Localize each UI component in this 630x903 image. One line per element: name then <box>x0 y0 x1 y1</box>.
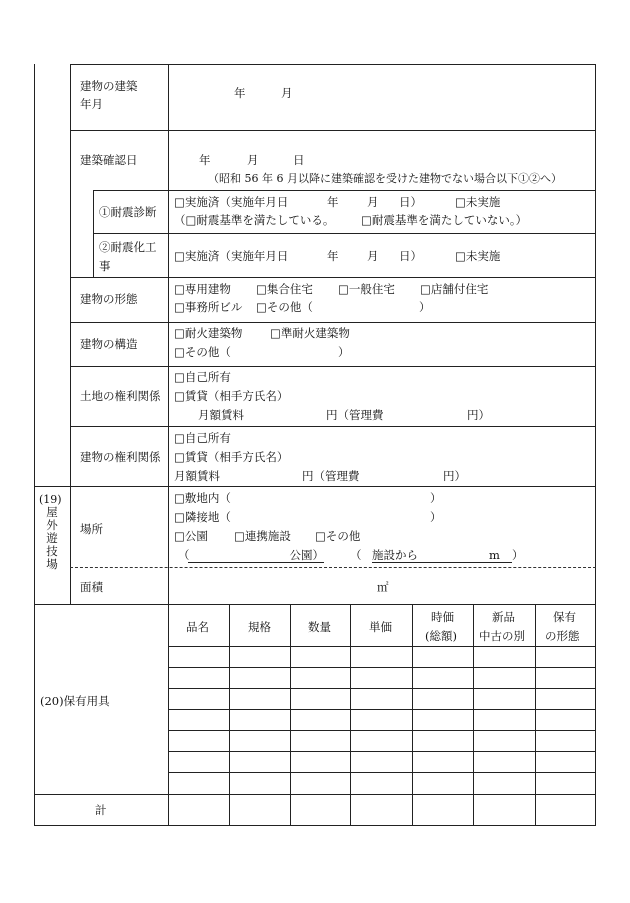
total-label: 計 <box>95 803 107 817</box>
form-office-checkbox[interactable]: □事務所ビル <box>174 300 243 314</box>
paren-close: ） <box>512 548 524 562</box>
place-label: 場所 <box>80 522 103 536</box>
day-unit: 日 <box>293 153 305 167</box>
rent-amount-label: 月額賃料 <box>174 469 220 483</box>
form-other-checkbox[interactable]: □その他（ <box>256 300 313 314</box>
row-line <box>70 426 596 427</box>
rent-amount-label: 月額賃料 <box>198 408 244 422</box>
dashed-line <box>70 567 596 568</box>
seismic-meets-checkbox[interactable]: （□耐震基準を満たしている。 <box>174 213 335 227</box>
year-unit: 年 <box>327 249 339 263</box>
header-spec: 規格 <box>248 620 271 634</box>
from-facility: 施設から <box>372 548 418 562</box>
land-rights-label: 土地の権利関係 <box>80 389 161 403</box>
building-date-label: 建物の建築 <box>80 79 138 93</box>
seismic-fails-checkbox[interactable]: □耐震基準を満たしていない。） <box>361 213 528 227</box>
structure-semi-fireproof-checkbox[interactable]: □準耐火建築物 <box>270 326 350 340</box>
equipment-label: (20)保有用具 <box>40 694 110 708</box>
border-left <box>34 64 35 826</box>
row-line <box>70 366 596 367</box>
eq-row <box>168 730 596 731</box>
eq-col <box>290 604 291 826</box>
seismic-not-checkbox[interactable]: □未実施 <box>455 195 501 209</box>
linked-facility-checkbox[interactable]: □連携施設 <box>234 529 291 543</box>
yen-management-fee: 円（管理費 <box>302 469 360 483</box>
eq-col <box>473 604 474 826</box>
seismic-retro-label: 事 <box>99 259 111 273</box>
form-label: 建物の形態 <box>80 292 138 306</box>
border-right <box>595 64 596 826</box>
row-line <box>34 486 596 487</box>
row-line <box>93 190 596 191</box>
seismic-diag-label: ①耐震診断 <box>99 205 157 219</box>
section-19-number: (19) <box>39 493 62 506</box>
eq-col <box>412 604 413 826</box>
month-unit: 月 <box>247 153 259 167</box>
vchar: 技 <box>46 544 58 558</box>
header-unit-price: 単価 <box>369 620 392 634</box>
structure-label: 建物の構造 <box>80 337 138 351</box>
land-rent-checkbox[interactable]: □賃貸（相手方氏名） <box>174 389 289 403</box>
col-line-a <box>70 64 71 604</box>
year-unit: 年 <box>327 195 339 209</box>
paren-close: ） <box>338 345 350 359</box>
eq-row <box>168 751 596 752</box>
distance-field[interactable] <box>372 548 512 563</box>
eq-col <box>535 604 536 826</box>
col-line-c <box>168 64 169 826</box>
eq-row <box>168 772 596 773</box>
eq-row <box>168 646 596 647</box>
eq-row <box>168 667 596 668</box>
row-line <box>70 277 596 278</box>
structure-other-checkbox[interactable]: □その他（ <box>174 345 231 359</box>
form-house-checkbox[interactable]: □一般住宅 <box>338 282 395 296</box>
bldg-rent-checkbox[interactable]: □賃貸（相手方氏名） <box>174 450 289 464</box>
confirm-note: （昭和 56 年 6 月以降に建築確認を受けた建物でない場合以下①②へ） <box>208 172 562 185</box>
year-unit: 年 <box>199 153 211 167</box>
park-checkbox[interactable]: □公園 <box>174 529 208 543</box>
eq-row <box>168 709 596 710</box>
other-checkbox[interactable]: □その他 <box>315 529 361 543</box>
form-apartment-checkbox[interactable]: □集合住宅 <box>256 282 313 296</box>
header-ownership: 保有 <box>553 610 576 624</box>
park-suffix: 公園） <box>289 548 324 562</box>
header-market-value: 時価 <box>431 610 454 624</box>
retro-not-checkbox[interactable]: □未実施 <box>455 249 501 263</box>
eq-row <box>168 688 596 689</box>
paren-open: （ <box>350 548 362 562</box>
on-site-checkbox[interactable]: □敷地内（ <box>174 491 231 505</box>
vchar: 場 <box>46 557 58 571</box>
header-ownership: の形態 <box>545 629 580 643</box>
header-item-name: 品名 <box>186 620 209 634</box>
vchar: 遊 <box>46 531 58 545</box>
section-19-vertical-title <box>45 506 59 571</box>
seismic-done-checkbox[interactable]: □実施済（実施年月日 <box>174 195 289 209</box>
land-own-checkbox[interactable]: □自己所有 <box>174 370 231 384</box>
row-line <box>93 233 596 234</box>
yen-management-fee: 円（管理費 <box>326 408 384 422</box>
day-unit: 日） <box>399 195 422 209</box>
year-unit: 年 <box>234 86 246 100</box>
header-new-used: 中古の別 <box>479 629 525 643</box>
row-top <box>70 64 596 65</box>
yen-close: 円） <box>467 408 490 422</box>
eq-col <box>350 604 351 826</box>
row-line <box>34 604 596 605</box>
area-unit: ㎡ <box>377 580 389 594</box>
retro-done-checkbox[interactable]: □実施済（実施年月日 <box>174 249 289 263</box>
form-dedicated-checkbox[interactable]: □専用建物 <box>174 282 231 296</box>
seismic-retro-label: ②耐震化工 <box>99 240 157 254</box>
day-unit: 日） <box>399 249 422 263</box>
structure-fireproof-checkbox[interactable]: □耐火建築物 <box>174 326 243 340</box>
header-quantity: 数量 <box>308 620 331 634</box>
header-market-value: (総額) <box>425 629 457 643</box>
confirm-label: 建築確認日 <box>80 153 138 167</box>
paren-close: ） <box>430 491 442 505</box>
park-name-field[interactable] <box>188 548 324 563</box>
bldg-rights-label: 建物の権利関係 <box>80 450 161 464</box>
paren-open: （ <box>178 548 190 562</box>
row-line <box>70 130 596 131</box>
row-line <box>70 322 596 323</box>
bldg-own-checkbox[interactable]: □自己所有 <box>174 431 231 445</box>
header-new-used: 新品 <box>492 610 515 624</box>
vchar: 外 <box>46 518 58 532</box>
month-unit: 月 <box>281 86 293 100</box>
total-row-top <box>34 794 596 795</box>
row-bottom <box>34 825 596 826</box>
adjacent-checkbox[interactable]: □隣接地（ <box>174 510 231 524</box>
yen-close: 円） <box>443 469 466 483</box>
meter-unit: m <box>489 548 500 562</box>
form-shop-house-checkbox[interactable]: □店舗付住宅 <box>420 282 489 296</box>
month-unit: 月 <box>367 249 379 263</box>
building-date-label: 年月 <box>80 97 103 111</box>
month-unit: 月 <box>367 195 379 209</box>
vchar: 屋 <box>46 505 58 519</box>
area-label: 面積 <box>80 580 103 594</box>
paren-close: ） <box>419 300 431 314</box>
eq-col <box>229 604 230 826</box>
paren-close: ） <box>430 510 442 524</box>
